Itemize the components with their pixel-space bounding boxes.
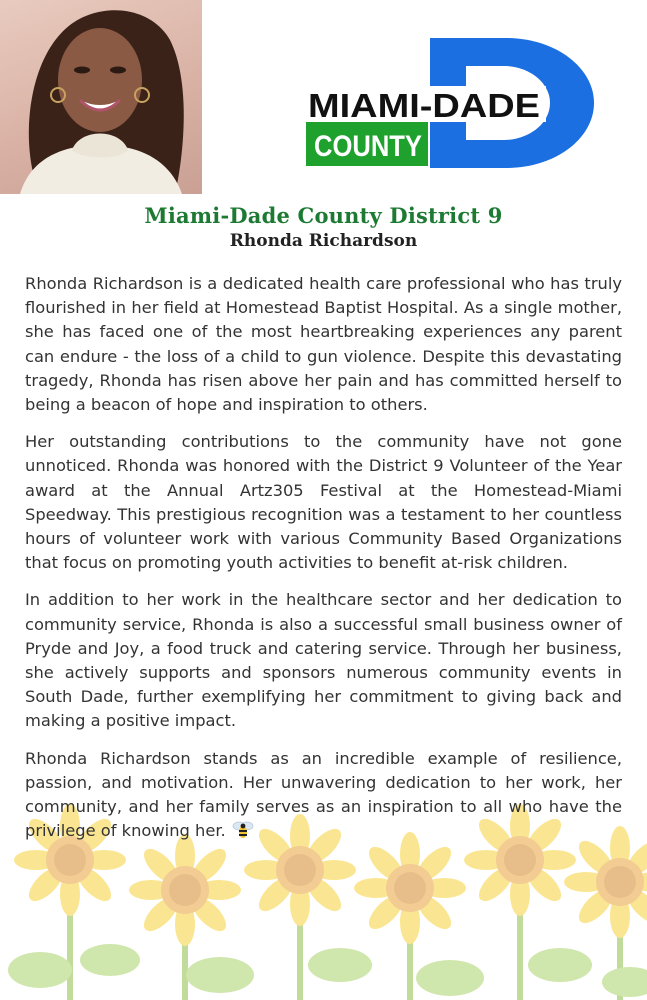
bio-paragraph-4: [25, 747, 622, 844]
logo-line2: COUNTY: [314, 130, 422, 163]
person-name: Rhonda Richardson: [229, 231, 418, 251]
bio-paragraph-1: Rhonda Richardson is a dedicated health care professional who has truly flourished in her field at Homestead Baptist Hospital. As a single mother, she has faced one of the most heartbreaking experiences any parent can endure - the loss of a child to gun violence. Despite this devastating tragedy, Rhonda has risen above her pain and has committed herself to being a beacon of hope and inspiration to others.: [25, 274, 622, 415]
portrait-photo: [0, 0, 202, 194]
logo-line1: MIAMI-DADE: [308, 87, 540, 124]
bee-icon: [232, 821, 254, 839]
miami-dade-county-logo: [306, 38, 594, 168]
page-title: Miami-Dade County District 9: [144, 203, 503, 228]
bio-paragraph-3: In addition to her work in the healthcare sector and her dedication to community service, Rhonda is also a successful small business owner of Pryde and Joy, a food truck and catering service. Through her business, she actively supports and sponsors numerous community events in South Dade, further exemplifying her commitment to giving back and making a positive impact.: [25, 590, 622, 731]
bio-paragraph-2: Her outstanding contributions to the community have not gone unnoticed. Rhonda was honored with the District 9 Volunteer of the Year award at the Annual Artz305 Festival at the Homestead-Miami Speedway. This prestigious recognition was a testament to her countless hours of volunteer work with various Community Based Organizations that focus on promoting youth activities to benefit at-risk children.: [25, 432, 622, 573]
bio-paragraph-4-text: Rhonda Richardson stands as an incredible example of resilience, passion, and motivation. Her unwavering dedication to her work, her community, and her family serves as an inspiration to all who have the privilege of knowing her.: [25, 748, 622, 841]
bio-text: [25, 272, 622, 856]
